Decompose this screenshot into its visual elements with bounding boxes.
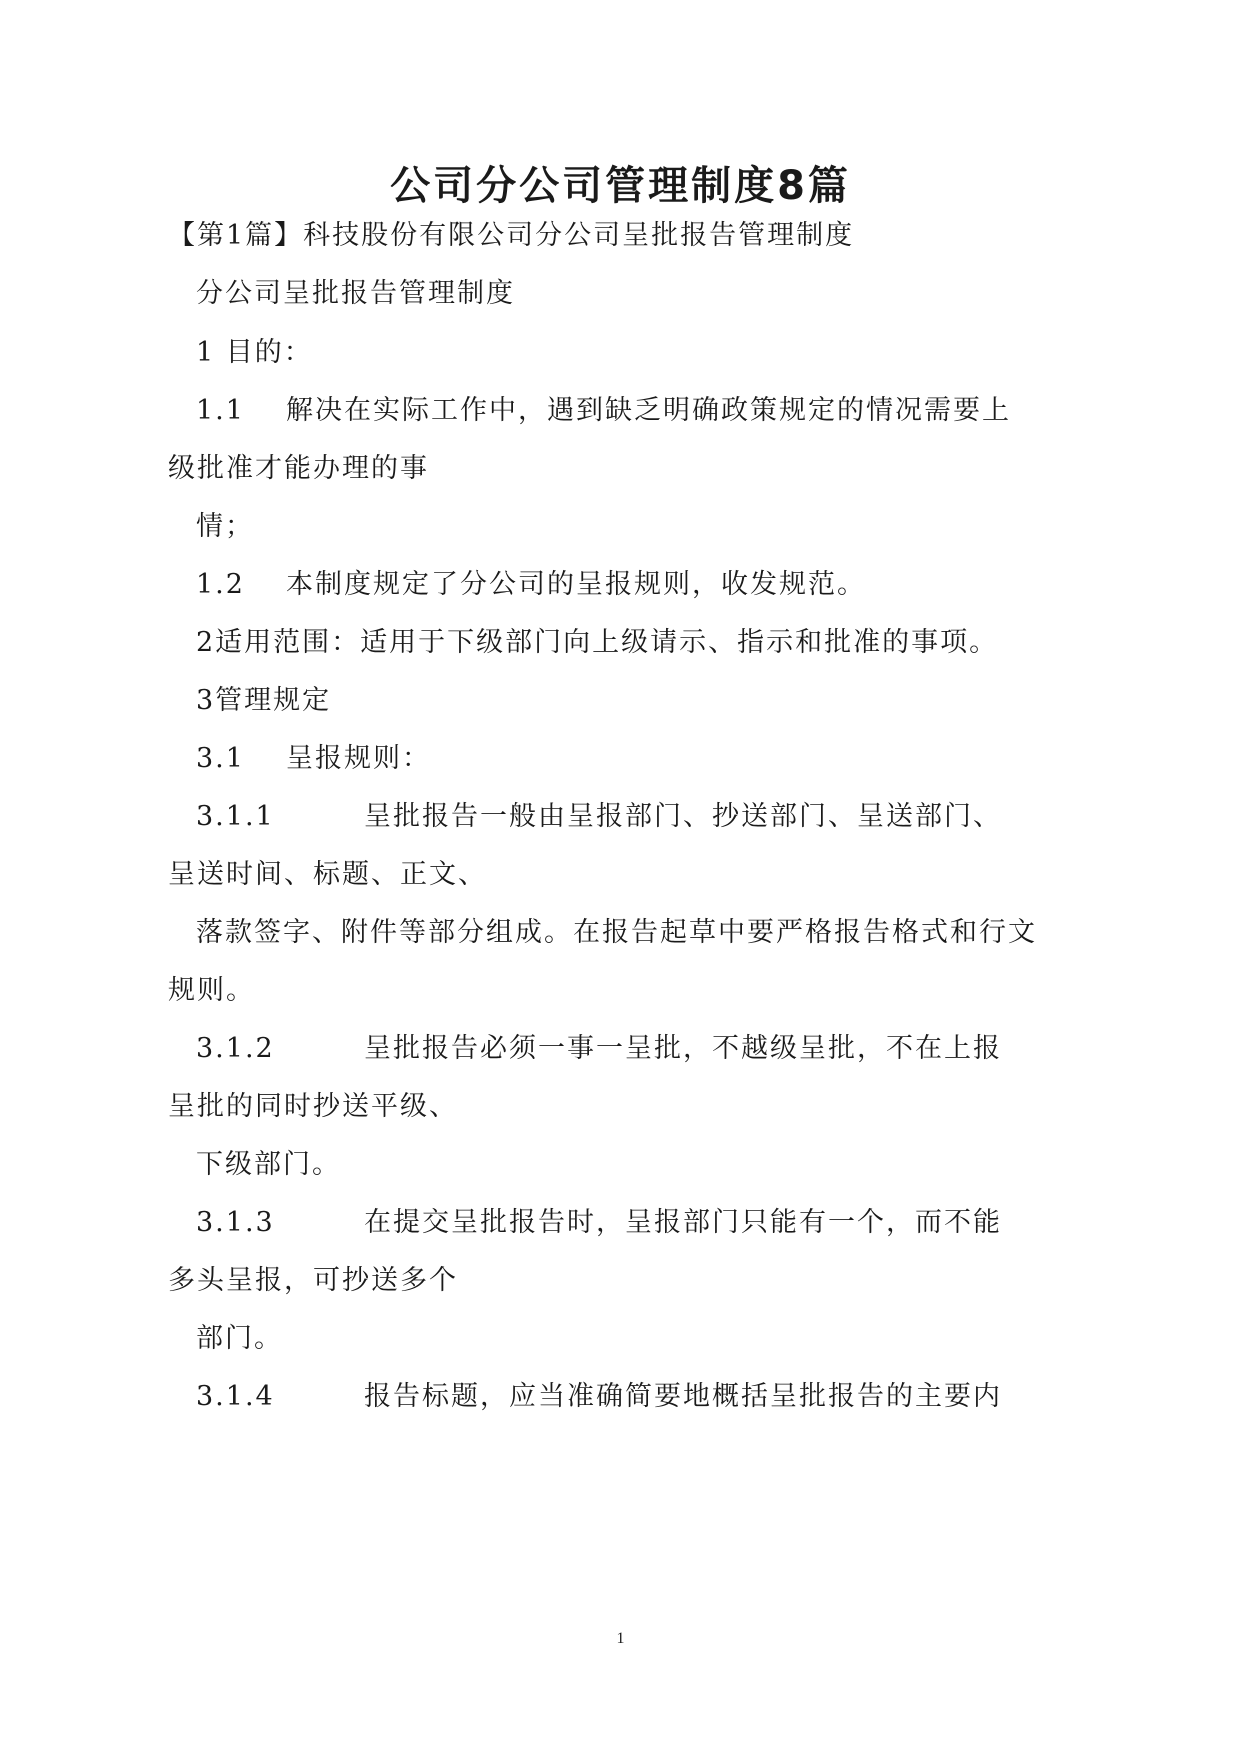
clause-number: 3.1.1 xyxy=(196,801,275,832)
clause-3-1-3-continuation: 多头呈报，可抄送多个 xyxy=(168,1265,458,1296)
clause-text: 本制度规定了分公司的呈报规则，收发规范。 xyxy=(286,569,866,600)
document-subtitle: 分公司呈批报告管理制度 xyxy=(196,278,515,309)
clause-management: 3管理规定 xyxy=(196,685,332,716)
clause-3-1-4 xyxy=(196,1377,1002,1417)
clause-number: 3.1 xyxy=(196,743,245,774)
clause-text: 呈批报告必须一事一呈批，不越级呈批，不在上报 xyxy=(364,1033,1002,1064)
clause-3-1-2-continuation: 下级部门。 xyxy=(196,1149,341,1180)
clause-3-1 xyxy=(196,739,431,779)
clause-text: 解决在实际工作中，遇到缺乏明确政策规定的情况需要上 xyxy=(286,395,1011,426)
clause-3-1-2-continuation: 呈批的同时抄送平级、 xyxy=(168,1091,458,1122)
clause-number: 3.1.3 xyxy=(196,1207,275,1238)
clause-3-1-2 xyxy=(196,1029,1002,1069)
clause-1-1-continuation: 情； xyxy=(196,511,254,542)
clause-text: 在提交呈批报告时，呈报部门只能有一个，而不能 xyxy=(364,1207,1002,1238)
page-number: 1 xyxy=(616,1630,625,1647)
clause-1-1 xyxy=(196,391,1011,431)
page-title: 公司分公司管理制度8篇 xyxy=(390,163,851,209)
clause-3-1-1-continuation: 呈送时间、标题、正文、 xyxy=(168,859,487,890)
clause-3-1-1 xyxy=(196,797,1002,837)
clause-3-1-3-continuation: 部门。 xyxy=(196,1323,283,1354)
clause-3-1-1-continuation: 规则。 xyxy=(168,975,255,1006)
clause-1-2 xyxy=(196,565,866,605)
clause-purpose: 1 目的： xyxy=(196,337,313,368)
clause-number: 3.1.2 xyxy=(196,1033,275,1064)
clause-text: 报告标题，应当准确简要地概括呈批报告的主要内 xyxy=(364,1381,1002,1412)
clause-number: 1.1 xyxy=(196,395,245,426)
clause-number: 1.2 xyxy=(196,569,245,600)
clause-scope: 2适用范围：适用于下级部门向上级请示、指示和批准的事项。 xyxy=(196,627,999,658)
clause-text: 呈批报告一般由呈报部门、抄送部门、呈送部门、 xyxy=(364,801,1002,832)
clause-3-1-1-continuation: 落款签字、附件等部分组成。在报告起草中要严格报告格式和行文 xyxy=(196,917,1037,948)
clause-number: 3.1.4 xyxy=(196,1381,275,1412)
clause-text: 呈报规则： xyxy=(286,743,431,774)
clause-3-1-3 xyxy=(196,1203,1002,1243)
section-heading: 【第1篇】科技股份有限公司分公司呈批报告管理制度 xyxy=(168,220,855,251)
clause-1-1-continuation: 级批准才能办理的事 xyxy=(168,453,429,484)
